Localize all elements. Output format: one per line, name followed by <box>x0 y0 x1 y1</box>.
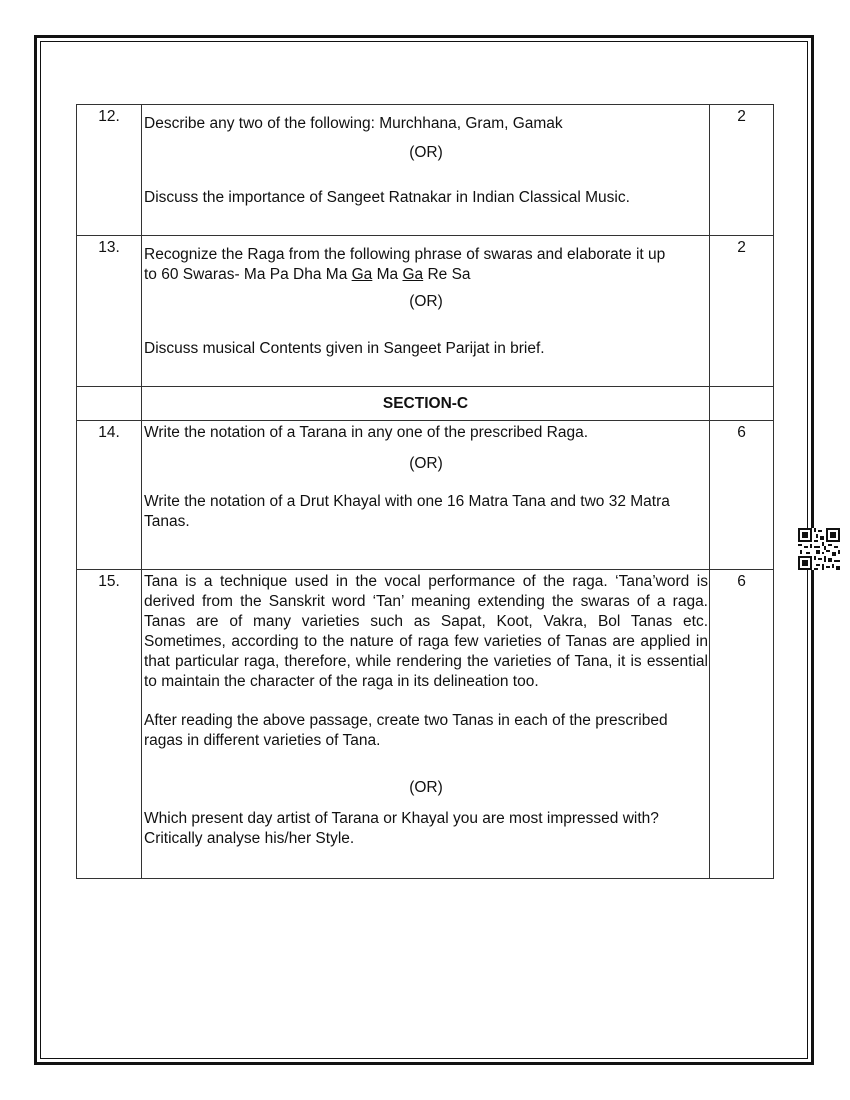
question-text-line-2-prefix: to 60 Swaras- Ma Pa Dha Ma <box>144 266 352 283</box>
question-text-line-1: Recognize the Raga from the following phrase of swaras and elaborate it up <box>144 246 666 263</box>
section-header-row <box>77 387 774 421</box>
question-body <box>142 105 710 236</box>
question-text <box>144 245 708 285</box>
marks: 6 <box>710 421 774 570</box>
question-row <box>77 236 774 387</box>
question-row <box>77 421 774 570</box>
or-label: (OR) <box>409 455 443 472</box>
question-number: 14. <box>77 421 142 570</box>
question-row <box>77 570 774 879</box>
empty-cell <box>710 387 774 421</box>
empty-cell <box>77 387 142 421</box>
underlined-swara: Ga <box>402 266 424 283</box>
question-body <box>142 570 710 879</box>
question-table <box>76 104 774 879</box>
qr-code-icon <box>798 528 840 570</box>
marks: 6 <box>710 570 774 879</box>
section-title: SECTION-C <box>142 387 710 421</box>
question-text: Describe any two of the following: Murchhana, Gram, Gamak <box>144 115 563 132</box>
swara-text: Ma <box>372 266 403 283</box>
question-row <box>77 105 774 236</box>
or-label: (OR) <box>409 144 443 161</box>
question-body <box>142 421 710 570</box>
question-number: 13. <box>77 236 142 387</box>
question-text: Write the notation of a Tarana in any one of the prescribed Raga. <box>144 424 589 441</box>
alternative-question-text: Discuss musical Contents given in Sangeet Parijat in brief. <box>144 340 545 357</box>
marks: 2 <box>710 105 774 236</box>
or-label: (OR) <box>409 779 443 796</box>
alternative-question-text: Write the notation of a Drut Khayal with one 16 Matra Tana and two 32 Matra Tanas. <box>144 493 670 530</box>
alternative-question-text: Discuss the importance of Sangeet Ratnakar in Indian Classical Music. <box>144 189 630 206</box>
question-text: After reading the above passage, create two Tanas in each of the prescribed ragas in different varieties of Tana. <box>144 712 668 749</box>
alternative-question-text: Which present day artist of Tarana or Khayal you are most impressed with? Critically analyse his/her Style. <box>144 810 659 847</box>
question-text-line-2-suffix: Re Sa <box>423 266 471 283</box>
question-number: 12. <box>77 105 142 236</box>
underlined-swara: Ga <box>351 266 373 283</box>
question-body <box>142 236 710 387</box>
question-number: 15. <box>77 570 142 879</box>
passage-text: Tana is a technique used in the vocal performance of the raga. ‘Tana’word is derived from the Sanskrit word ‘Tan’ meaning extending the swaras of a raga. Tanas are of many varieties such as Sapat, Koot, Vakra, Bol Tanas etc. Sometimes, according to the nature of raga few varieties of Tanas are applied in that particular raga, therefore, while rendering the varieties of Tana, it is essential to maintain the character of the raga in its delineation too. <box>144 573 708 690</box>
marks: 2 <box>710 236 774 387</box>
or-label: (OR) <box>409 293 443 310</box>
